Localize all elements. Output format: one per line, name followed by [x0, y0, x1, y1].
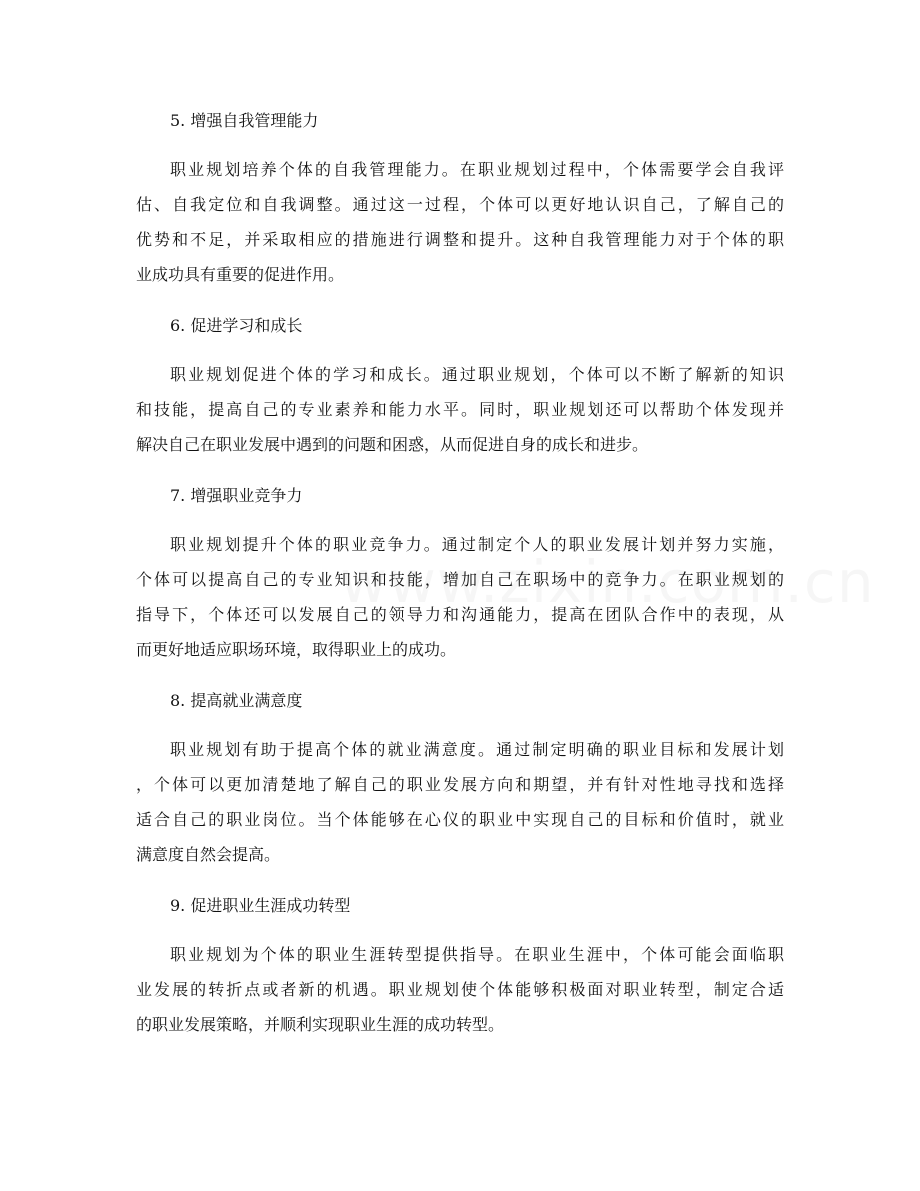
paragraph-line: 业发展的转折点或者新的机遇。职业规划使个体能够积极面对职业转型，制定合适	[136, 980, 784, 999]
section-paragraph	[136, 937, 784, 1042]
section-paragraph	[136, 527, 784, 667]
paragraph-line: 和技能，提高自己的专业素养和能力水平。同时，职业规划还可以帮助个体发现并	[136, 400, 784, 419]
section-heading: 9. 促进职业生涯成功转型	[170, 896, 351, 915]
section-heading: 7. 增强职业竞争力	[170, 486, 303, 505]
section-heading: 8. 提高就业满意度	[170, 691, 303, 710]
section-paragraph	[136, 152, 784, 292]
paragraph-line: 估、自我定位和自我调整。通过这一过程，个体可以更好地认识自己，了解自己的	[136, 195, 784, 214]
paragraph-line: 适合自己的职业岗位。当个体能够在心仪的职业中实现自己的目标和价值时，就业	[136, 810, 784, 829]
paragraph-line: 职业规划为个体的职业生涯转型提供指导。在职业生涯中，个体可能会面临职	[170, 945, 784, 964]
paragraph-line: 指导下，个体还可以发展自己的领导力和沟通能力，提高在团队合作中的表现，从	[136, 605, 784, 624]
paragraph-line: 个体可以提高自己的专业知识和技能，增加自己在职场中的竞争力。在职业规划的	[136, 570, 784, 589]
paragraph-line: 而更好地适应职场环境，取得职业上的成功。	[136, 640, 457, 659]
paragraph-line: 满意度自然会提高。	[136, 845, 281, 864]
section-heading: 6. 促进学习和成长	[170, 316, 303, 335]
paragraph-line: 职业规划提升个体的职业竞争力。通过制定个人的职业发展计划并努力实施，	[170, 535, 784, 554]
paragraph-line: 职业规划促进个体的学习和成长。通过职业规划，个体可以不断了解新的知识	[170, 365, 784, 384]
section-paragraph	[136, 732, 784, 872]
paragraph-line: 职业规划培养个体的自我管理能力。在职业规划过程中，个体需要学会自我评	[170, 160, 784, 179]
paragraph-line: 业成功具有重要的促进作用。	[136, 265, 345, 284]
paragraph-line: 解决自己在职业发展中遇到的问题和困惑，从而促进自身的成长和进步。	[136, 435, 649, 454]
section-paragraph	[136, 357, 784, 462]
paragraph-line: ，个体可以更加清楚地了解自己的职业发展方向和期望，并有针对性地寻找和选择	[136, 775, 784, 794]
paragraph-line: 的职业发展策略，并顺利实现职业生涯的成功转型。	[136, 1015, 505, 1034]
paragraph-line: 优势和不足，并采取相应的措施进行调整和提升。这种自我管理能力对于个体的职	[136, 230, 784, 249]
paragraph-line: 职业规划有助于提高个体的就业满意度。通过制定明确的职业目标和发展计划	[170, 740, 784, 759]
section-heading: 5. 增强自我管理能力	[170, 111, 319, 130]
